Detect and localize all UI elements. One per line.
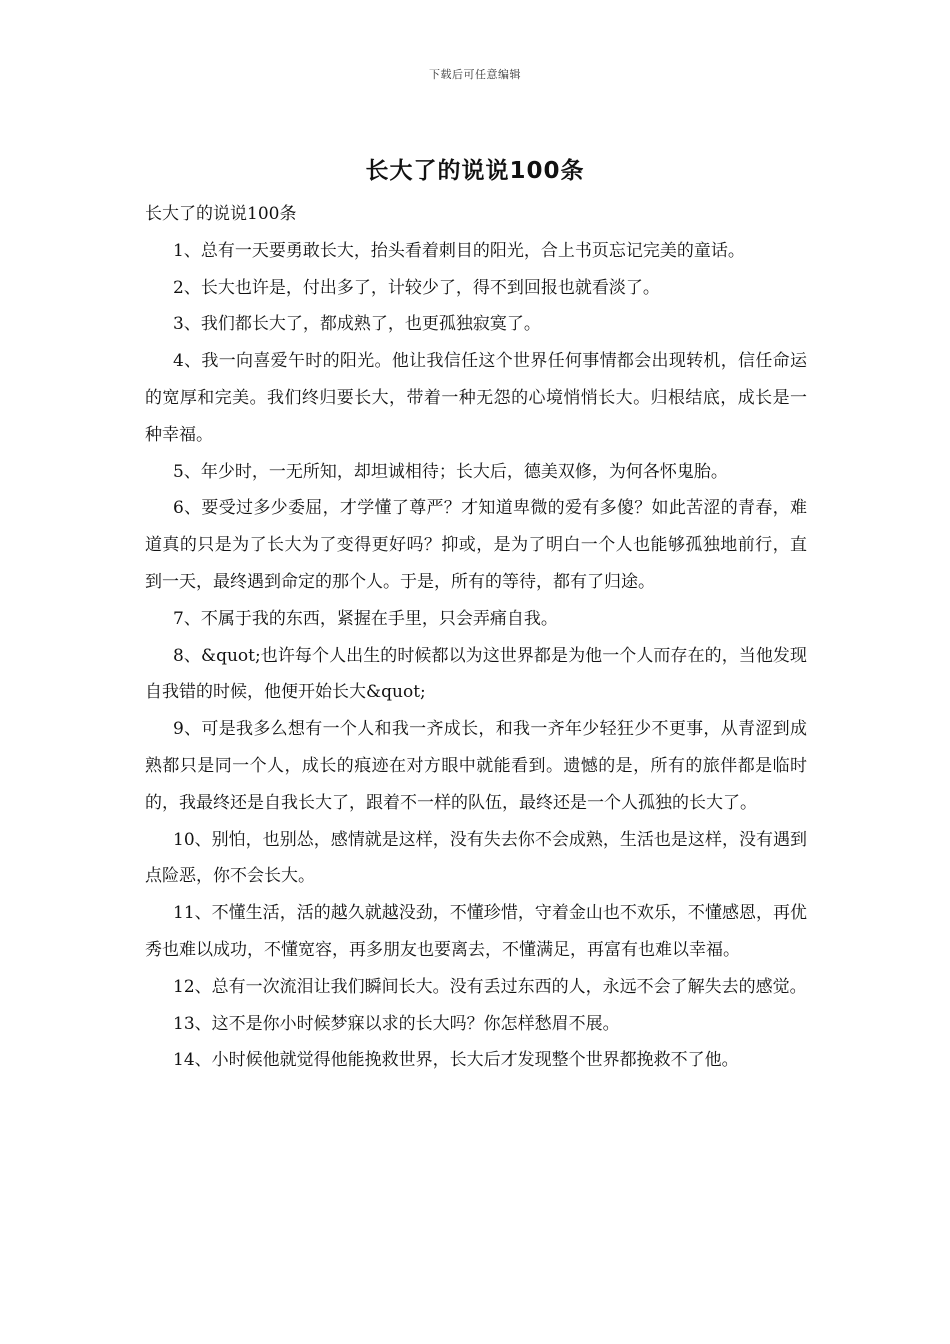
paragraph-9: 9、可是我多么想有一个人和我一齐成长，和我一齐年少轻狂少不更事，从青涩到成熟都只是同一个人，成长的痕迹在对方眼中就能看到。遗憾的是，所有的旅伴都是临时的，我最终还是自我长大了，跟着不一样的队伍，最终还是一个人孤独的长大了。 xyxy=(145,719,807,813)
paragraph-7: 7、不属于我的东西，紧握在手里，只会弄痛自我。 xyxy=(173,608,558,629)
document-body xyxy=(145,196,807,1079)
paragraph-2: 2、长大也许是，付出多了，计较少了，得不到回报也就看淡了。 xyxy=(173,277,660,298)
paragraph-5: 5、年少时，一无所知，却坦诚相待；长大后，德美双修，为何各怀鬼胎。 xyxy=(173,461,728,482)
paragraph-4: 4、我一向喜爱午时的阳光。他让我信任这个世界任何事情都会出现转机，信任命运的宽厚和完美。我们终归要长大，带着一种无怨的心境悄悄长大。归根结底，成长是一种幸福。 xyxy=(145,351,807,445)
paragraph-3: 3、我们都长大了，都成熟了，也更孤独寂寞了。 xyxy=(173,314,541,335)
paragraph-10: 10、别怕，也别怂，感情就是这样，没有失去你不会成熟，生活也是这样，没有遇到点险恶，你不会长大。 xyxy=(145,829,807,887)
document-subtitle: 长大了的说说100条 xyxy=(145,204,297,224)
paragraph-11: 11、不懂生活，活的越久就越没劲，不懂珍惜，守着金山也不欢乐，不懂感恩，再优秀也难以成功，不懂宽容，再多朋友也要离去，不懂满足，再富有也难以幸福。 xyxy=(145,903,807,960)
paragraph-8: 8、&quot;也许每个人出生的时候都以为这世界都是为他一个人而存在的，当他发现自我错的时候，他便开始长大&quot; xyxy=(145,645,807,703)
paragraph-12: 12、总有一次流泪让我们瞬间长大。没有丢过东西的人，永远不会了解失去的感觉。 xyxy=(173,976,807,997)
document-title: 长大了的说说100条 xyxy=(365,158,585,184)
paragraph-14: 14、小时候他就觉得他能挽救世界，长大后才发现整个世界都挽救不了他。 xyxy=(173,1050,739,1071)
paragraph-1: 1、总有一天要勇敢长大，抬头看着刺目的阳光，合上书页忘记完美的童话。 xyxy=(173,240,745,261)
paragraph-6: 6、要受过多少委屈，才学懂了尊严？才知道卑微的爱有多傻？如此苦涩的青春，难道真的只是为了长大为了变得更好吗？抑或，是为了明白一个人也能够孤独地前行，直到一天，最终遇到命定的那个人。于是，所有的等待，都有了归途。 xyxy=(145,498,807,592)
header-note: 下载后可任意编辑 xyxy=(429,68,521,81)
paragraph-13: 13、这不是你小时候梦寐以求的长大吗？你怎样愁眉不展。 xyxy=(173,1013,620,1034)
